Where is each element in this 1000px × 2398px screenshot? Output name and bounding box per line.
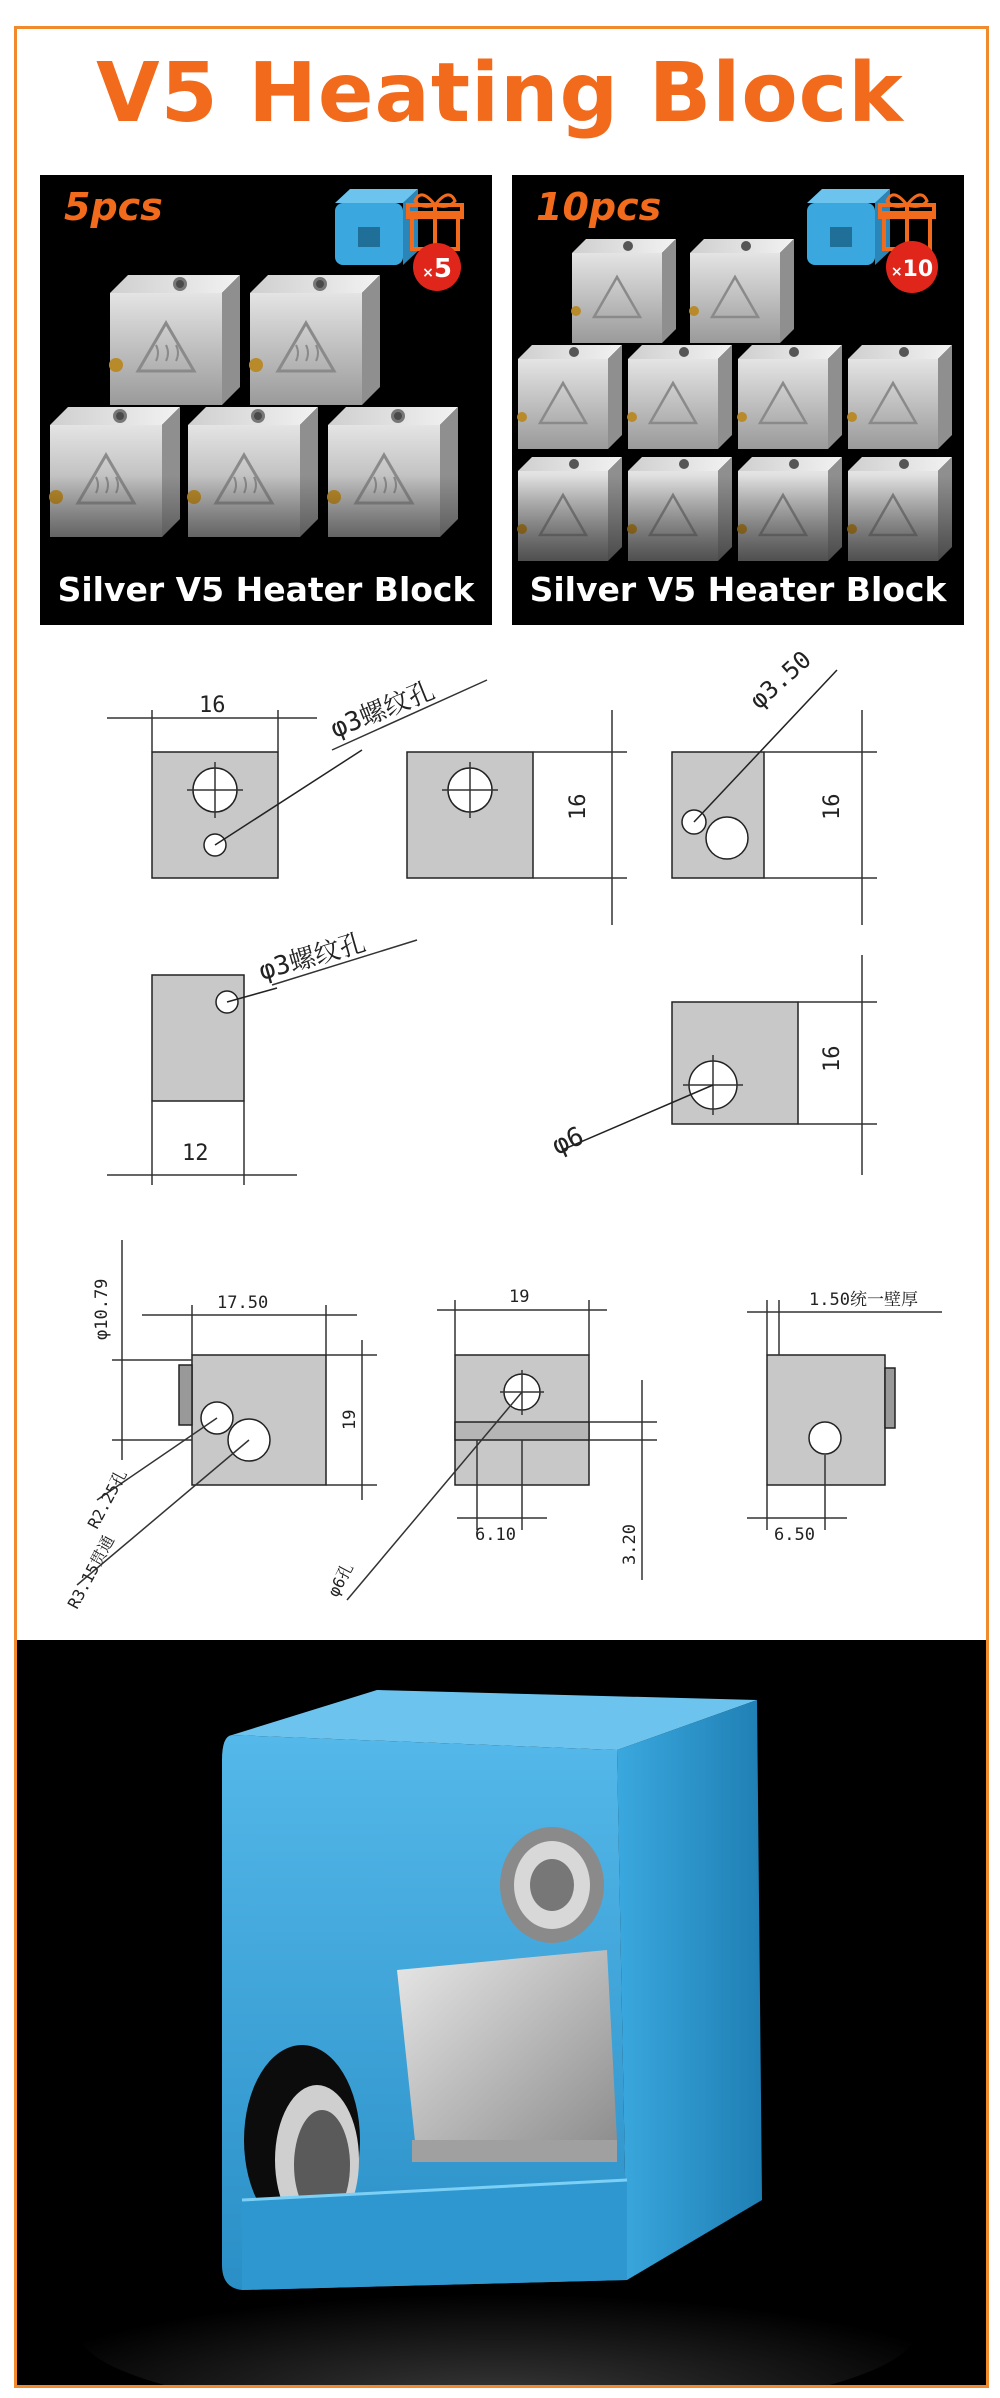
technical-drawings [17, 640, 983, 1630]
dim-height: 16 [820, 1045, 845, 1072]
dim-r315: R3.15贯通 [63, 1532, 119, 1612]
dim-height-320: 3.20 [620, 1524, 640, 1565]
heater-blocks-10-image [512, 175, 964, 625]
dim-width-19: 19 [509, 1287, 530, 1307]
quantity-label: 10pcs [536, 185, 662, 229]
dim-front-width: 16 [199, 693, 226, 718]
dim-width-610: 6.10 [475, 1525, 516, 1545]
dim-side-width: 12 [182, 1141, 209, 1166]
dim-width-1750: 17.50 [217, 1293, 269, 1313]
dim-thread-hole: φ3螺纹孔 [255, 927, 370, 987]
product-panel-10pcs [512, 175, 964, 625]
dim-wall: 1.50统一壁厚 [809, 1290, 918, 1310]
silicone-sock-heater-image [17, 1640, 986, 2385]
panel-caption: Silver V5 Heater Block [529, 570, 947, 609]
silicone-sock-icon [807, 189, 890, 265]
quantity-label: 5pcs [64, 185, 163, 229]
page-title: V5 Heating Block [96, 46, 904, 141]
dim-height: 16 [820, 793, 845, 820]
dim-hole-350: φ3.50 [744, 645, 817, 715]
panel-caption: Silver V5 Heater Block [57, 570, 475, 609]
product-panel-5pcs [40, 175, 492, 625]
silicone-sock-icon [335, 189, 418, 265]
dim-height: 16 [566, 793, 591, 820]
heater-blocks-5-image [40, 175, 492, 625]
dim-dia-1079: φ10.79 [92, 1278, 112, 1340]
dim-r225: R2.25孔 [83, 1466, 131, 1532]
product-photo [17, 1640, 986, 2385]
dim-hole-6-b: φ6孔 [323, 1559, 358, 1600]
dim-hole-6: φ6 [547, 1121, 589, 1162]
svg-text:×5: ×5 [422, 254, 452, 284]
svg-text:×10: ×10 [890, 257, 934, 282]
dim-thread-hole: φ3螺纹孔 [326, 675, 439, 745]
dim-width-650: 6.50 [774, 1525, 815, 1545]
dim-height-19: 19 [340, 1409, 360, 1430]
